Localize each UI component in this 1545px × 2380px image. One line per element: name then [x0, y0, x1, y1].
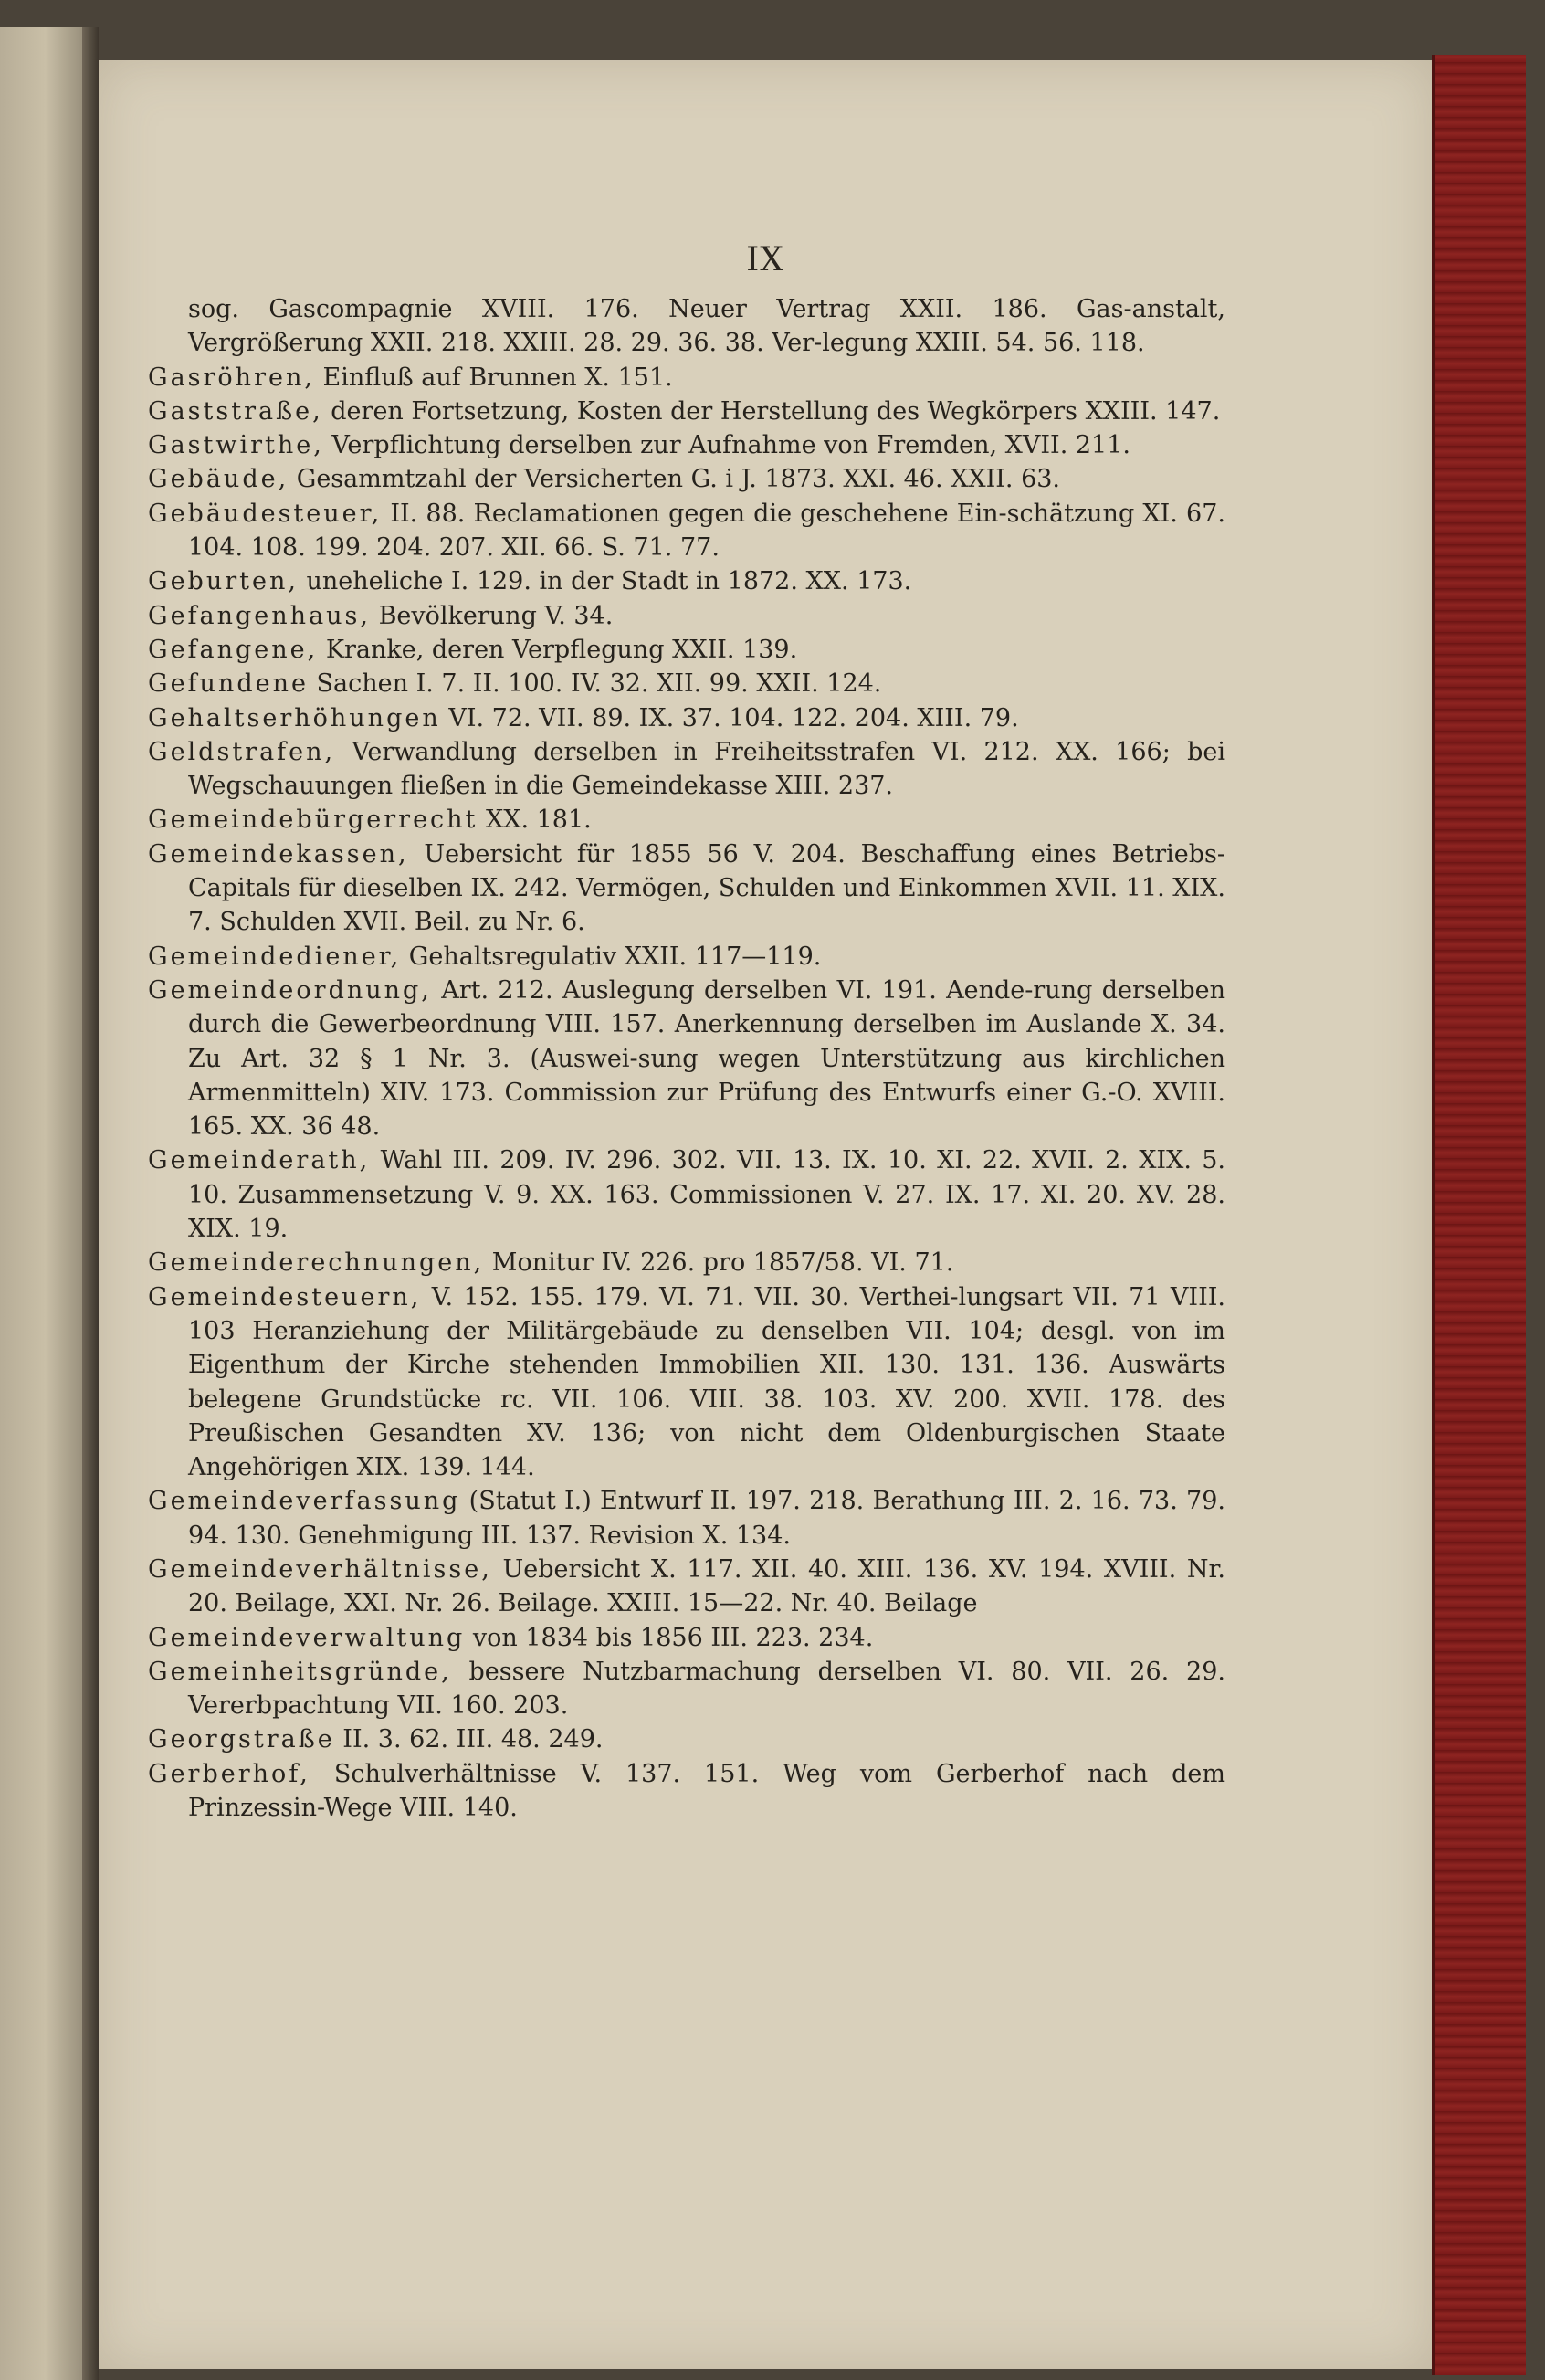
entry-head: Gebäudesteuer,	[148, 499, 383, 528]
entry-head: Gemeindeordnung,	[148, 975, 432, 1005]
index-entry	[148, 497, 1225, 565]
entry-text: Einfluß auf Brunnen X. 151.	[314, 363, 673, 392]
entry-head: Georgstraße	[148, 1725, 335, 1754]
book-gutter	[82, 27, 99, 2380]
index-entry	[148, 428, 1225, 462]
entry-head: Gemeinderechnungen,	[148, 1248, 485, 1278]
entry-text: Gehaltsregulativ XXII. 117—119.	[401, 942, 822, 971]
entry-text: VI. 72. VII. 89. IX. 37. 104. 122. 204. XIII. 79.	[440, 703, 1019, 732]
entry-text: Verpflichtung derselben zur Aufnahme von Fremden, XVII. 211.	[323, 431, 1130, 460]
index-entry	[148, 292, 1225, 361]
index-entry	[148, 1280, 1225, 1485]
index-entry	[148, 940, 1225, 974]
entry-head: Gefangenhaus,	[148, 601, 371, 630]
index-entry	[148, 395, 1225, 428]
index-entry	[148, 1553, 1225, 1621]
entry-head: Gemeindeverwaltung	[148, 1623, 466, 1652]
entry-text: sog. Gascompagnie XVIII. 176. Neuer Vertrag XXII. 186. Gas-anstalt, Vergrößerung XXII. 218. XXIII. 28. 29. 36. 38. Ver-legung XXIII. 54. 56. 118.	[188, 295, 1225, 358]
index-entry	[148, 667, 1225, 700]
entry-text: Sachen I. 7. II. 100. IV. 32. XII. 99. XXII. 124.	[308, 669, 882, 699]
entry-head: Gemeindekassen,	[148, 839, 409, 869]
entry-text: Bevölkerung V. 34.	[371, 601, 614, 630]
entry-text: II. 88. Reclamationen gegen die geschehene Ein-schätzung XI. 67. 104. 108. 199. 204. 207. XII. 66. S. 71. 77.	[188, 499, 1225, 563]
left-page-edge	[0, 27, 82, 2380]
index-entry	[148, 1722, 1225, 1756]
entry-head: Gasröhren,	[148, 363, 315, 392]
index-entry	[148, 1621, 1225, 1655]
entry-text: Uebersicht X. 117. XII. 40. XIII. 136. XV. 194. XVIII. Nr. 20. Beilage, XXI. Nr. 26. Beilage. XXIII. 15—22. Nr. 40. Beilage	[188, 1554, 1225, 1618]
entry-head: Gemeindeverfassung	[148, 1487, 461, 1516]
entry-head: Gemeinheitsgründe,	[148, 1657, 452, 1686]
entry-text: Verwandlung derselben in Freiheitsstrafen VI. 212. XX. 166; bei Wegschauungen fließen in die Gemeindekasse XIII. 237.	[188, 737, 1225, 801]
entry-head: Geldstrafen,	[148, 737, 336, 766]
index-entry	[148, 1143, 1225, 1246]
index-entry	[148, 599, 1225, 633]
entry-head: Gefundene	[148, 669, 309, 699]
entry-head: Gehaltserhöhungen	[148, 703, 441, 732]
entry-head: Gemeinderath,	[148, 1146, 371, 1175]
entry-head: Gaststraße,	[148, 396, 323, 426]
entry-head: Gastwirthe,	[148, 431, 324, 460]
index-entry	[148, 633, 1225, 667]
index-entry	[148, 462, 1225, 496]
index-entry	[148, 837, 1225, 940]
entry-head: Gefangene,	[148, 635, 319, 664]
index-entry	[148, 735, 1225, 804]
index-entry	[148, 701, 1225, 735]
entry-text: Schulverhältnisse V. 137. 151. Weg vom Gerberhof nach dem Prinzessin-Wege VIII. 140.	[188, 1759, 1225, 1823]
entry-text: deren Fortsetzung, Kosten der Herstellung des Wegkörpers XXIII. 147.	[322, 396, 1221, 426]
index-entry	[148, 974, 1225, 1143]
entry-head: Gemeindeverhältnisse,	[148, 1554, 492, 1584]
entry-text: von 1834 bis 1856 III. 223. 234.	[465, 1623, 874, 1652]
index-entry	[148, 361, 1225, 395]
entry-head: Geburten,	[148, 567, 299, 596]
index-entry	[148, 803, 1225, 837]
entry-text: uneheliche I. 129. in der Stadt in 1872. XX. 173.	[298, 567, 912, 596]
index-entry	[148, 1655, 1225, 1723]
index-entry	[148, 1757, 1225, 1826]
entry-text: Kranke, deren Verpflegung XXII. 139.	[318, 635, 798, 664]
entry-head: Gerberhof,	[148, 1759, 310, 1788]
entry-text: Gesammtzahl der Versicherten G. i J. 1873. XXI. 46. XXII. 63.	[289, 465, 1061, 494]
entry-text: Art. 212. Auslegung derselben VI. 191. Aende-rung derselben durch die Gewerbeordnung VIII. 157. Anerkennung derselben im Auslande X. 34. Zu Art. 32 § 1 Nr. 3. (Auswei-sung wegen Unterstützung aus kirchlichen Armenmitteln) XIV. 173. Commission zur Prüfung des Entwurfs einer G.-O. XVIII. 165. XX. 36 48.	[188, 975, 1225, 1142]
entry-text: II. 3. 62. III. 48. 249.	[334, 1725, 604, 1754]
entry-text: bessere Nutzbarmachung derselben VI. 80. VII. 26. 29. Vererbpachtung VII. 160. 203.	[188, 1657, 1225, 1721]
index-entry	[148, 1246, 1225, 1280]
index-entry	[148, 1484, 1225, 1553]
entry-text: V. 152. 155. 179. VI. 71. VII. 30. Verthei-lungsart VII. 71 VIII. 103 Heranziehung der Militärgebäude zu denselben VII. 104; desgl. von im Eigenthum der Kirche stehenden Immobilien XII. 130. 131. 136. Auswärts belegene Grundstücke rc. VII. 106. VIII. 38. 103. XV. 200. XVII. 178. des Preußischen Gesandten XV. 136; von nicht dem Oldenburgischen Staate Angehörigen XIX. 139. 144.	[188, 1282, 1225, 1482]
entry-text: XX. 181.	[478, 806, 592, 835]
entry-text: Uebersicht für 1855 56 V. 204. Beschaffung eines Betriebs-Capitals für dieselben IX. 242. Vermögen, Schulden und Einkommen XVII. 11. XIX. 7. Schulden XVII. Beil. zu Nr. 6.	[188, 839, 1225, 937]
page-number: IX	[746, 241, 784, 279]
entry-head: Gemeindediener,	[148, 942, 402, 971]
book-cover-edge	[1432, 55, 1526, 2375]
entry-text: (Statut I.) Entwurf II. 197. 218. Berathung III. 2. 16. 73. 79. 94. 130. Genehmigung III. 137. Revision X. 134.	[188, 1487, 1225, 1550]
entry-text: Wahl III. 209. IV. 296. 302. VII. 13. IX. 10. XI. 22. XVII. 2. XIX. 5. 10. Zusammensetzung V. 9. XX. 163. Commissionen V. 27. IX. 17. XI. 20. XV. 28. XIX. 19.	[188, 1146, 1225, 1244]
index-entries	[148, 292, 1225, 1825]
entry-head: Gebäude,	[148, 465, 289, 494]
index-entry	[148, 564, 1225, 598]
entry-text: Monitur IV. 226. pro 1857/58. VI. 71.	[484, 1248, 954, 1278]
entry-head: Gemeindesteuern,	[148, 1282, 422, 1311]
entry-head: Gemeindebürgerrecht	[148, 806, 478, 835]
